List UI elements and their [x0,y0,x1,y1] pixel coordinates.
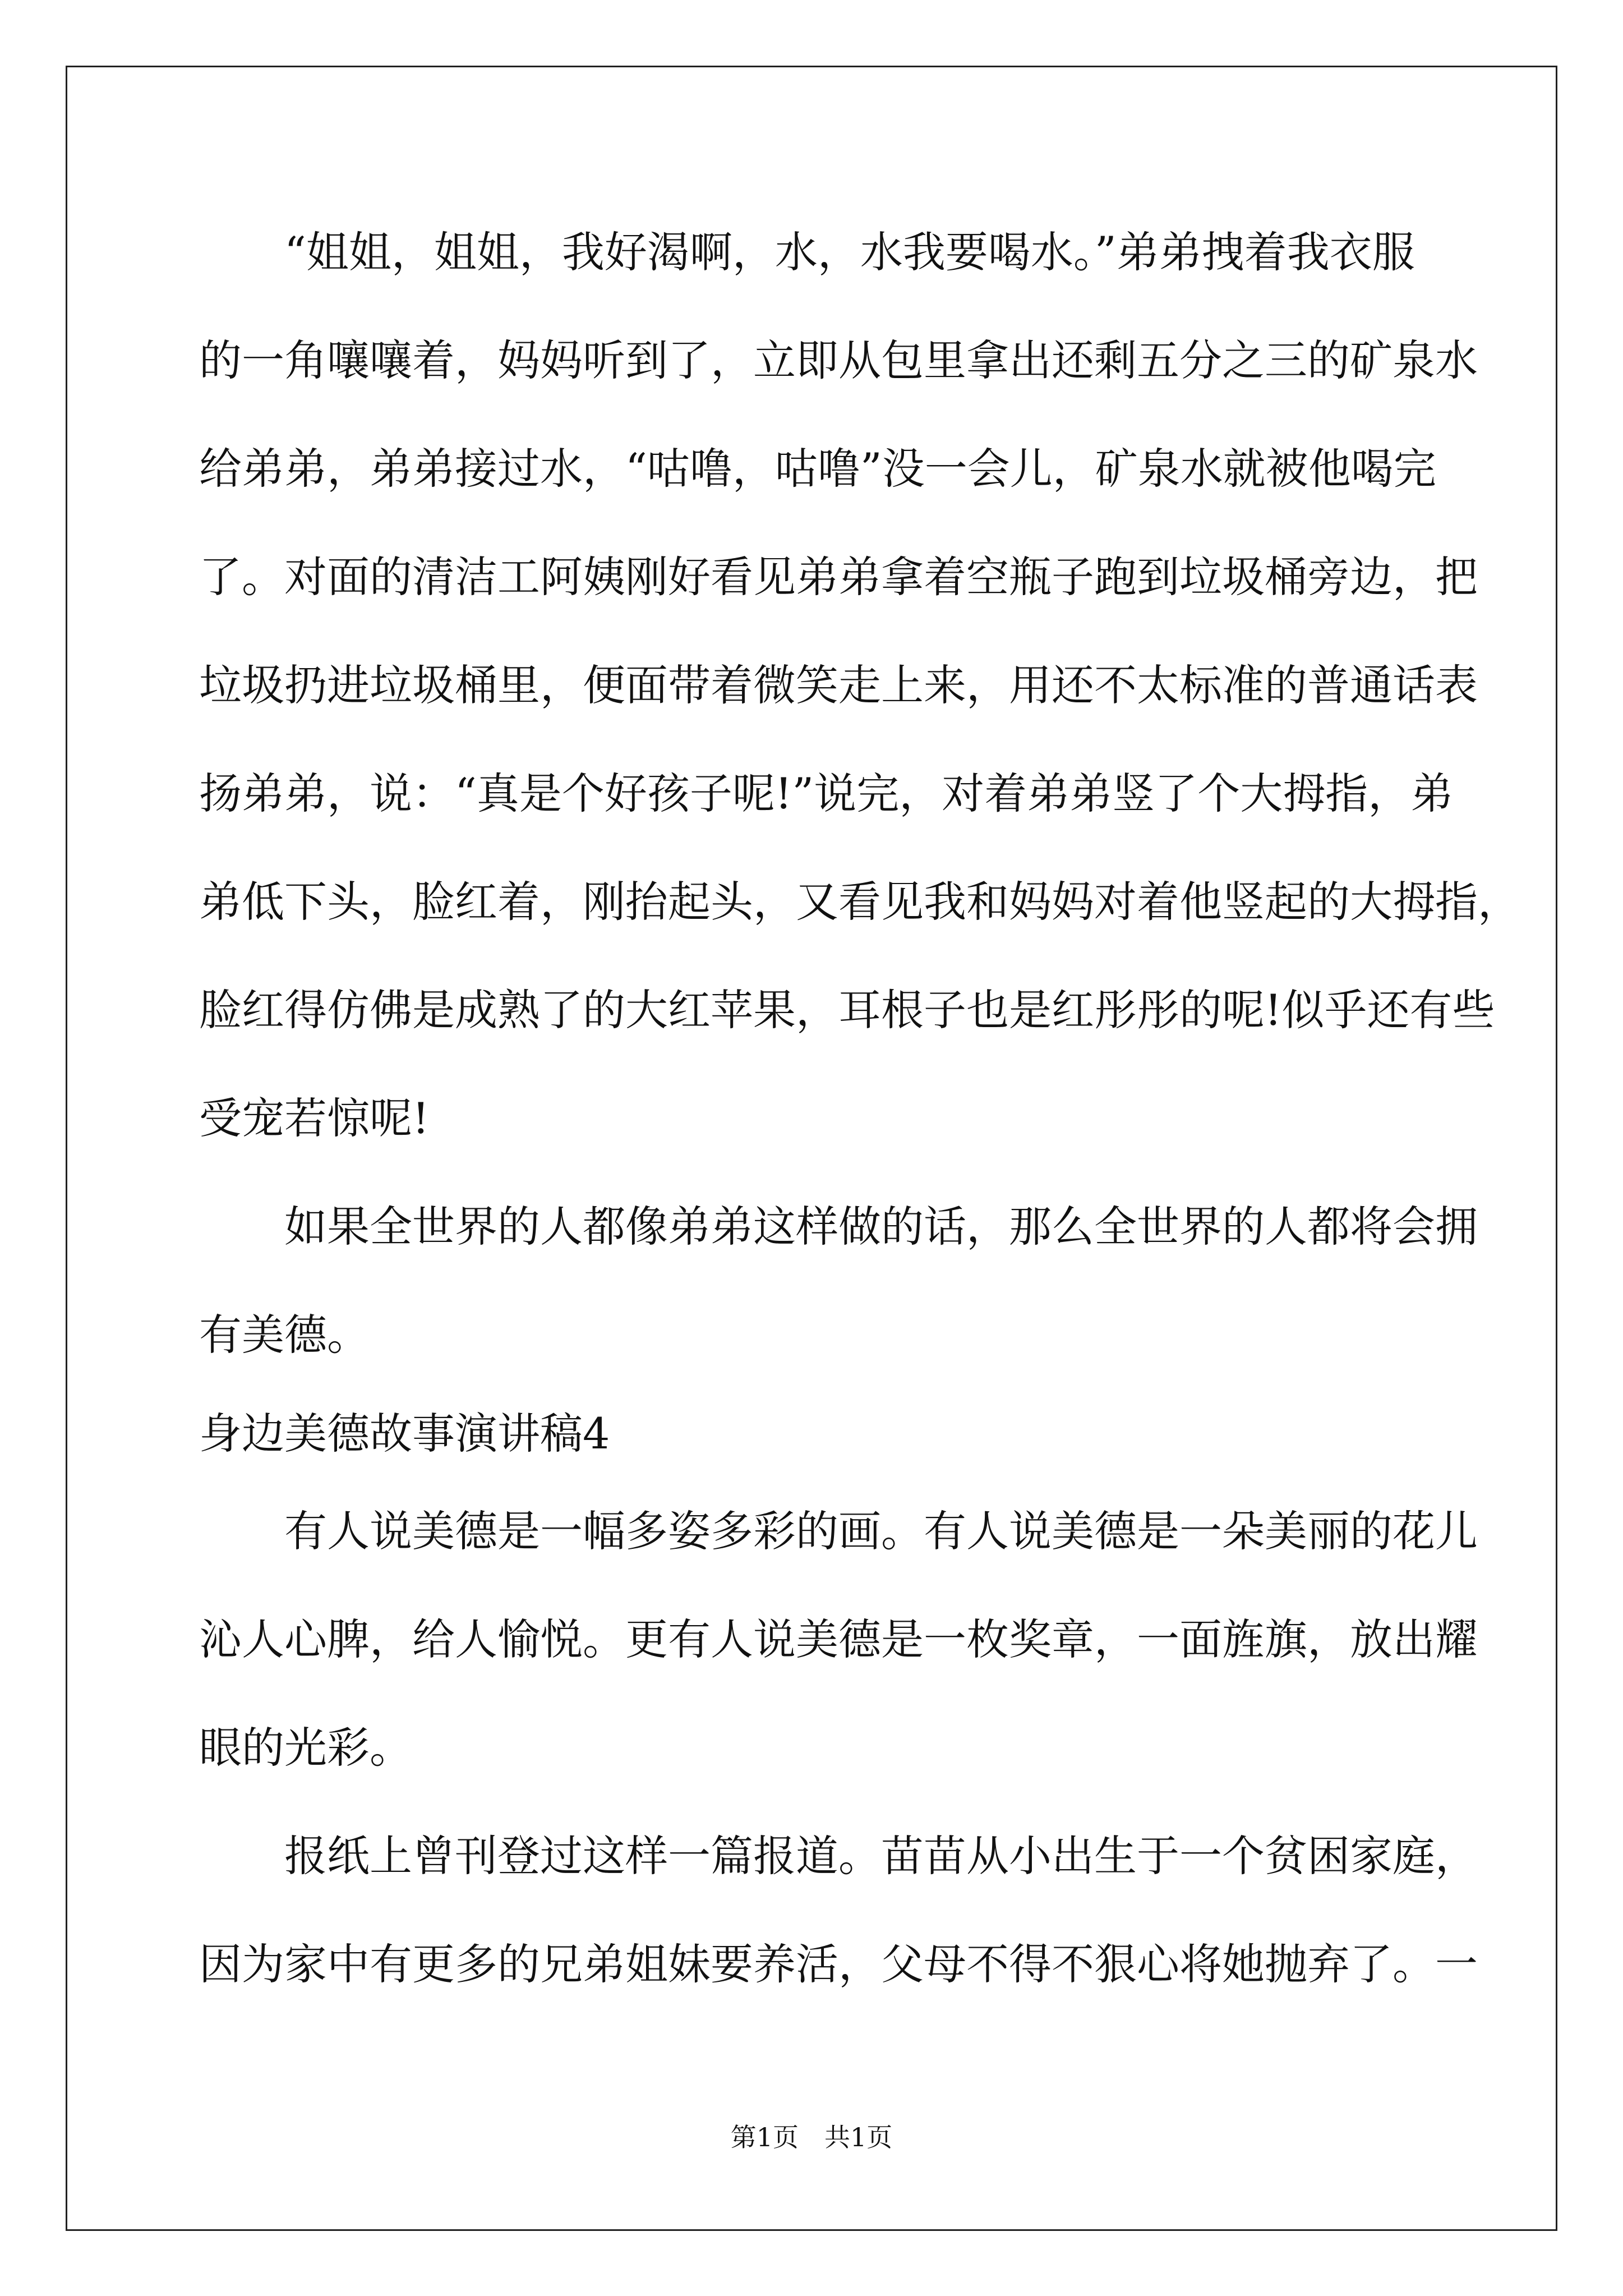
page-border [66,66,1557,2231]
text-line: 脸红得仿佛是成熟了的大红苹果，耳根子也是红彤彤的呢!似乎还有些 [199,985,1495,1035]
page-footer: 第1页 共1页 [730,2122,893,2152]
text-line: 的一角嚷嚷着，妈妈听到了，立即从包里拿出还剩五分之三的矿泉水 [199,335,1478,385]
text-line: 扬弟弟，说：“真是个好孩子呢!”说完，对着弟弟竖了个大拇指，弟 [199,769,1454,818]
text-line: 受宠若惊呢! [199,1093,430,1143]
text-line: “姐姐，姐姐，我好渴啊，水，水我要喝水。”弟弟拽着我衣服 [199,227,1415,277]
text-line: 报纸上曾刊登过这样一篇报道。苗苗从小出生于一个贫困家庭， [199,1831,1478,1881]
section-heading: 身边美德故事演讲稿4 [199,1409,610,1458]
text-line: 了。对面的清洁工阿姨刚好看见弟弟拿着空瓶子跑到垃圾桶旁边，把 [199,552,1478,602]
text-line: 有人说美德是一幅多姿多彩的画。有人说美德是一朵美丽的花儿 [199,1506,1478,1556]
text-line: 如果全世界的人都像弟弟这样做的话，那么全世界的人都将会拥 [199,1202,1478,1251]
text-line: 因为家中有更多的兄弟姐妹要养活，父母不得不狠心将她抛弃了。一 [199,1939,1478,1989]
text-line: 垃圾扔进垃圾桶里，便面带着微笑走上来，用还不太标准的普通话表 [199,660,1478,710]
text-line: 眼的光彩。 [199,1723,412,1773]
text-line: 沁人心脾，给人愉悦。更有人说美德是一枚奖章，一面旌旗，放出耀 [199,1614,1478,1664]
text-line: 弟低下头，脸红着，刚抬起头，又看见我和妈妈对着他竖起的大拇指， [199,877,1520,927]
text-line: 有美德。 [199,1310,370,1360]
text-line: 给弟弟，弟弟接过水，“咕噜，咕噜”没一会儿，矿泉水就被他喝完 [199,444,1436,494]
